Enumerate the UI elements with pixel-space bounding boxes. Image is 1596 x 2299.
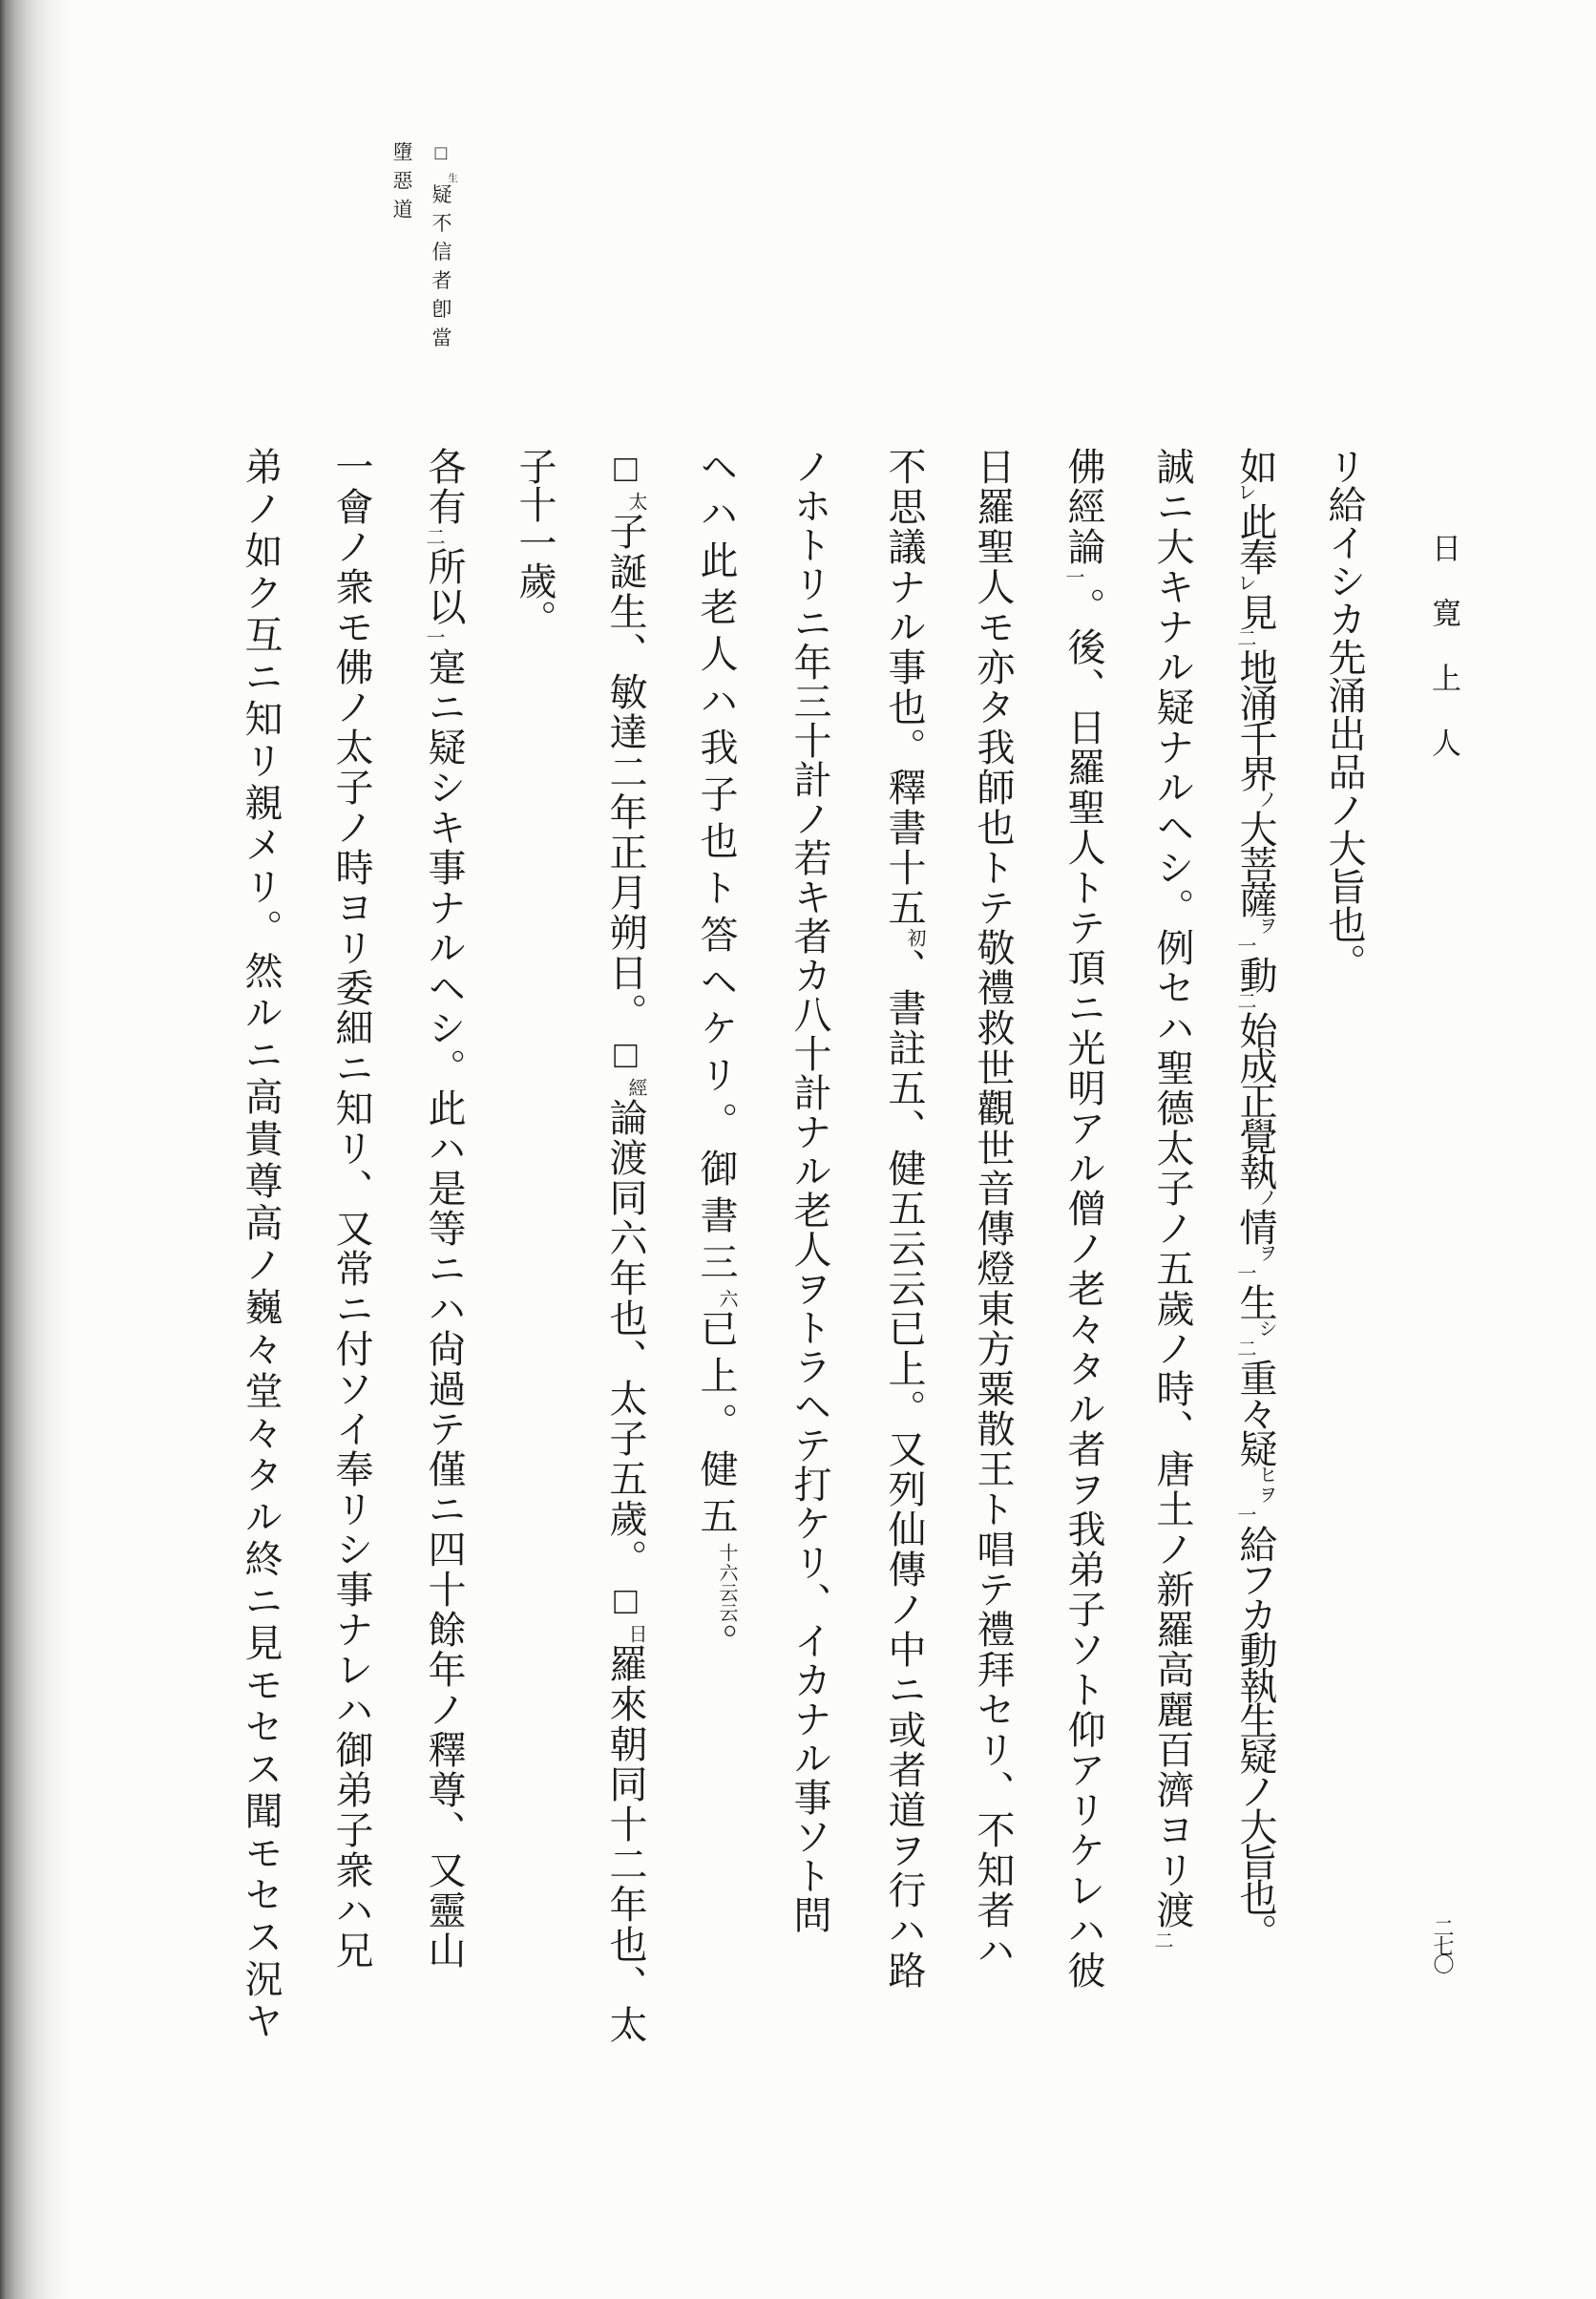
okurigana-annotation: シ (1255, 1318, 1276, 1339)
text-column-4: 佛經論一。後、日羅聖人トテ頂ニ光明アル僧ノ老々タル者ヲ我弟子ソト仰アリケレハ彼 (1059, 447, 1108, 1991)
running-header-title: 日寛上人 (1427, 533, 1460, 792)
text-column-7: ノホトリニ年三十計ノ若キ者カ八十計ナル老人ヲトラヘテ打ケリ、イカナル事ソト問 (788, 447, 831, 1934)
text-column-5: 日羅聖人モ亦タ我師也トテ敬禮救世觀世音傳燈東方粟散王ト唱テ禮拜セリ、不知者ハ (972, 447, 1015, 1971)
kaeriten-mark: 一 (423, 627, 444, 647)
kaeriten-mark: 一 (1062, 567, 1083, 587)
kaeriten-mark: 一 (1234, 1263, 1255, 1283)
text-column-13: 弟ノ如ク互ニ知リ親メリ。然ルニ高貴尊高ノ巍々堂々タル終ニ見モセス聞モセス況ヤ (240, 447, 283, 2043)
okurigana-annotation: ノ (1255, 790, 1276, 810)
text-column-6: 不思議ナル事也。釋書十五初、書註五、健五云云已上。又列仙傳ノ中ニ或者道ヲ行ハ路 (879, 447, 929, 1991)
text-column-9: □太子誕生、敏達二年正月朔日。□經論渡同六年也、太子五歲。□日羅來朝同十二年也、太 (600, 447, 650, 2045)
text-column-1: リ給イシカ先涌出品ノ大旨也。 (1323, 447, 1366, 981)
text-column-8: ヘハ此老人ハ我子也ト答ヘケリ。御書三六已上。健五十六云云。 (691, 447, 741, 1670)
text-column-12: 一會ノ衆モ佛ノ太子ノ時ヨリ委細ニ知リ、又常ニ付ソイ奉リシ事ナレハ御弟子衆ハ兄 (330, 447, 373, 1971)
kaeriten-mark: 二 (1151, 1930, 1172, 1951)
text-column-3: 誠ニ大キナル疑ナルヘシ。例セハ聖德太子ノ五歲ノ時、唐土ノ新羅高麗百濟ヨリ渡二 (1147, 447, 1197, 1951)
page-edge-shadow (0, 0, 69, 2299)
page-number: 二七〇 (1431, 1917, 1455, 1972)
kaeriten-mark: 二 (423, 527, 444, 547)
kaeriten-mark: レ (1234, 482, 1255, 502)
kaeriten-mark: 二 (1234, 991, 1255, 1011)
headnote-column-2: 墮惡道 (390, 141, 413, 227)
kaeriten-mark: 一 (1234, 936, 1255, 956)
okurigana-annotation: 生 (447, 173, 457, 184)
okurigana-annotation: 初 (904, 928, 925, 948)
okurigana-annotation: 六 (716, 1289, 737, 1309)
okurigana-annotation: 十六云云 (716, 1543, 737, 1623)
okurigana-annotation: ノ (1255, 1188, 1276, 1208)
kaeriten-mark: 一 (1234, 1505, 1255, 1525)
okurigana-annotation: ヒヲ (1255, 1465, 1276, 1505)
okurigana-annotation: ヲ (1255, 916, 1276, 936)
okurigana-annotation: ヲ (1255, 1243, 1276, 1263)
text-column-10: 子十一歲。 (514, 447, 556, 638)
kaeriten-mark: 二 (1234, 1339, 1255, 1359)
kaeriten-mark: 二 (1234, 628, 1255, 648)
headnote-column-1: □生疑不信者卽當 (425, 141, 457, 356)
kaeriten-mark: レ (1234, 573, 1255, 593)
okurigana-annotation: 太 (625, 492, 646, 512)
okurigana-annotation: 經 (625, 1078, 646, 1098)
text-column-2: 如レ此奉レ見二地涌千界ノ大菩薩ヲ一動二始成正覺執ノ情ヲ一生シ二重々疑ヒヲ一給フカ動執生疑ノ大旨也。 (1230, 447, 1280, 1949)
okurigana-annotation: 日 (625, 1624, 646, 1644)
text-column-11: 各有二所以一寔ニ疑シキ事ナルヘシ。此ハ是等ニハ尙過テ僅ニ四十餘年ノ釋尊、又靈山 (419, 447, 469, 1971)
